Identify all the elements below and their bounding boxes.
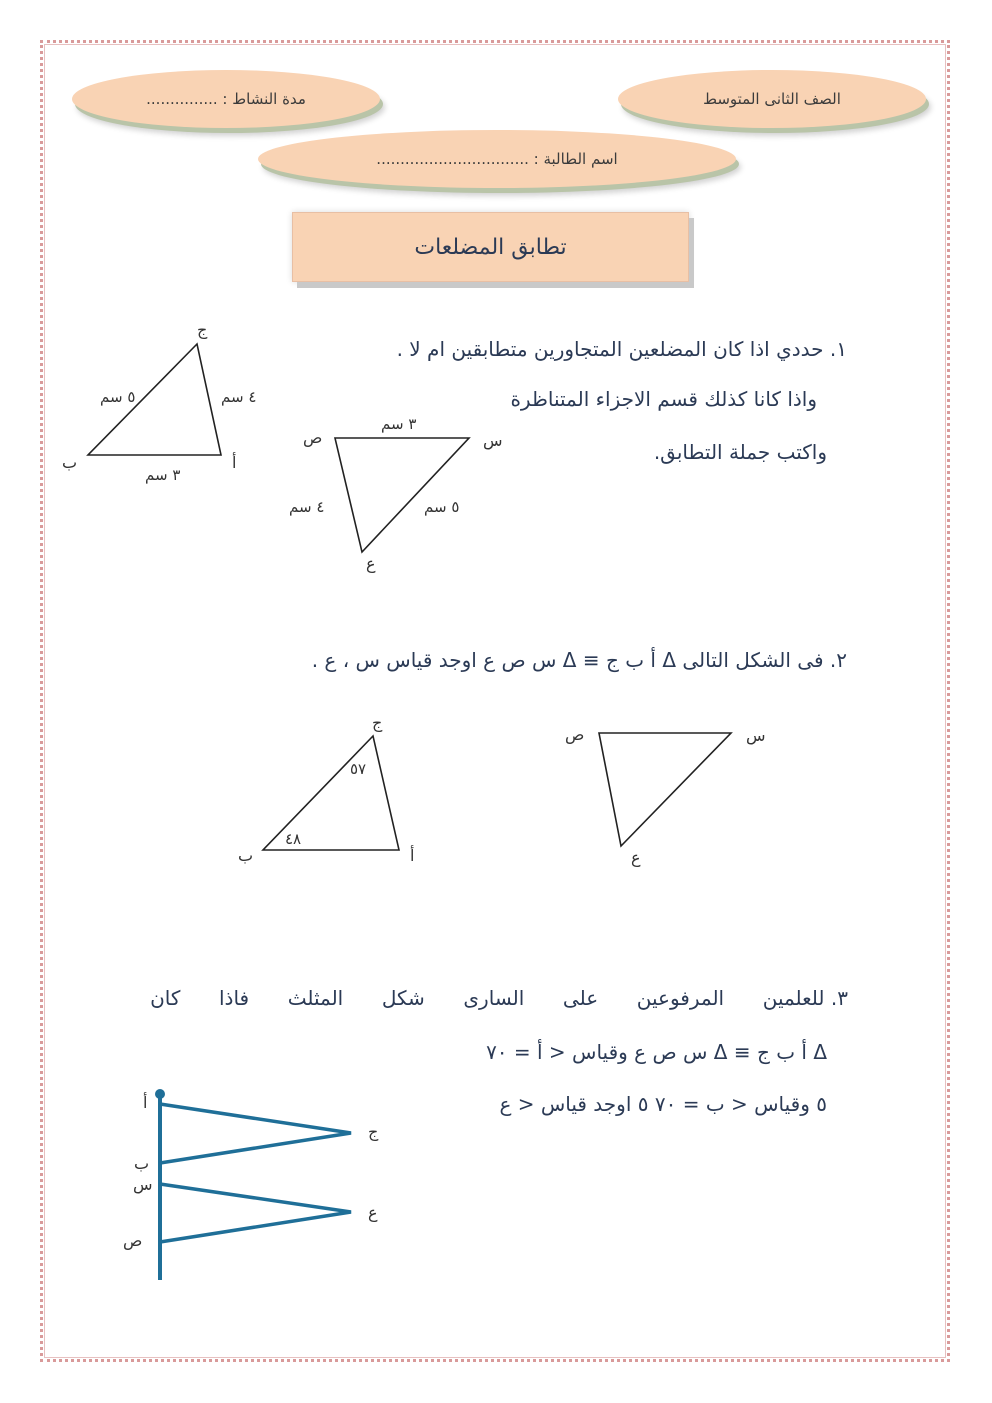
q3-word: المرفوعين <box>636 986 725 1010</box>
q1-line2: واذا كانا كذلك قسم الاجزاء المتناظرة <box>510 387 817 411</box>
q3-word: فاذا <box>218 986 250 1010</box>
q3-line2: Δ أ ب ج ≡ Δ س ص ع وقياس < أ = ٧٠ <box>486 1040 827 1064</box>
q1-t2-vertex-bottom: ع <box>366 554 376 573</box>
q2-t2-vertex-left: ص <box>565 725 585 744</box>
q3-word: المثلث <box>287 986 344 1010</box>
q1-t1-side-bottom: ٣ سم <box>145 466 181 484</box>
q2-line1: ٢. فى الشكل التالى Δ أ ب ج ≡ Δ س ص ع اوجد قياس س ، ع . <box>311 648 847 672</box>
duration-field[interactable]: مدة النشاط : ............... <box>146 90 306 108</box>
student-name-field[interactable]: اسم الطالبة : ................................ <box>376 150 618 168</box>
q3-word: على <box>562 986 599 1010</box>
q1-t1-side-right: ٤ سم <box>221 388 257 406</box>
q2-t2-vertex-right: س <box>746 726 766 745</box>
grade-label: الصف الثانى المتوسط <box>703 90 841 108</box>
q1-line1: ١. حددي اذا كان المضلعين المتجاورين متطابقين ام لا . <box>396 337 847 361</box>
flag-upper <box>160 1104 351 1163</box>
q2-t1-vertex-right: أ <box>410 846 415 865</box>
q3-line3: ٥ وقياس < ب = ٧٠ ٥ اوجد قياس < ع <box>499 1092 827 1116</box>
q2-triangle-sss <box>599 733 731 846</box>
q3-word: كان <box>150 986 181 1010</box>
q2-t1-angle-top: ٥٧ <box>350 760 367 778</box>
q1-t1-vertex-left: ب <box>62 453 78 472</box>
q1-t2-side-top: ٣ سم <box>381 415 417 433</box>
q1-t1-side-left: ٥ سم <box>100 388 136 406</box>
q1-t2-side-right: ٥ سم <box>424 498 460 516</box>
flag-label-s: س <box>133 1175 153 1194</box>
q1-t2-vertex-right: س <box>483 431 503 450</box>
page-title: تطابق المضلعات <box>414 234 567 260</box>
q3-word: السارى <box>463 986 525 1010</box>
q2-t1-vertex-left: ب <box>238 846 254 865</box>
q2-t1-angle-left: ٤٨ <box>285 830 302 848</box>
q2-t1-vertex-top: ج <box>372 713 383 732</box>
q1-t1-vertex-top: ج <box>197 320 208 339</box>
q1-line3: واكتب جملة التطابق. <box>653 440 827 464</box>
flag-pole-figure <box>155 1089 351 1280</box>
flag-label-a: أ <box>143 1093 148 1112</box>
q3-word: ٣. للعلمين <box>762 986 848 1010</box>
flag-label-b: ب <box>134 1154 150 1173</box>
q2-triangle-abj <box>263 736 399 850</box>
pole-top-knob <box>155 1089 165 1099</box>
flag-label-j: ج <box>368 1122 379 1141</box>
q1-t1-vertex-right: أ <box>232 453 237 472</box>
flag-label-ain: ع <box>368 1203 378 1222</box>
flag-label-sad: ص <box>123 1231 143 1250</box>
q3-word: شكل <box>381 986 425 1010</box>
q1-t2-vertex-left: ص <box>303 428 323 447</box>
q1-t2-side-left: ٤ سم <box>289 498 325 516</box>
flag-lower <box>160 1184 351 1242</box>
q2-t2-vertex-bottom: ع <box>631 848 641 867</box>
q1-triangle-sss <box>335 438 469 552</box>
